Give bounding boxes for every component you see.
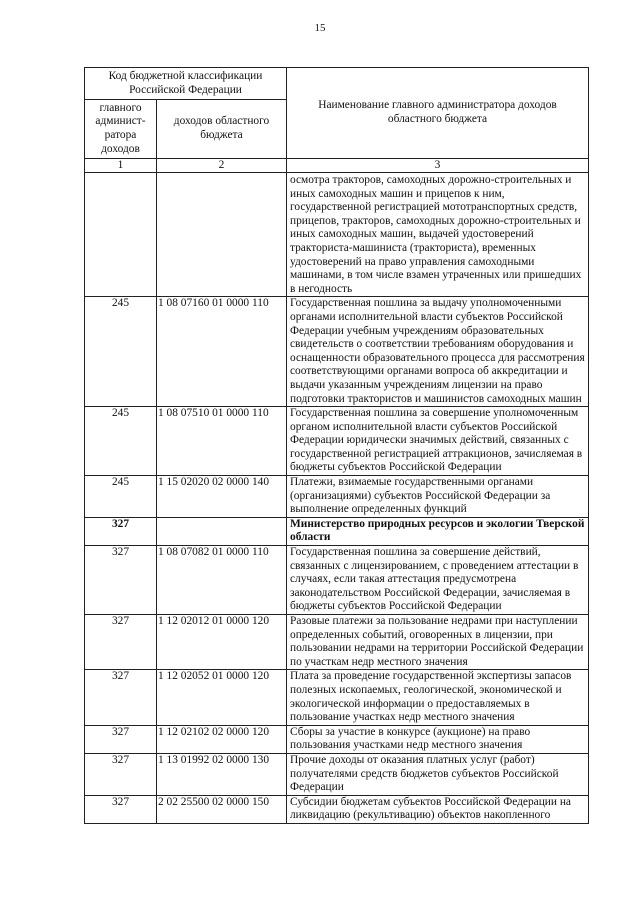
column-index-2: 2 [157,159,287,173]
cell-admin: 327 [85,517,157,545]
cell-code: 1 12 02012 01 0000 120 [157,615,287,670]
cell-name: Субсидии бюджетам субъектов Российской Федерации на ликвидацию (рекультивацию) объектов накопленного [287,795,589,823]
header-admin-column: главного админист- ратора доходов [85,100,157,159]
cell-code: 1 12 02102 02 0000 120 [157,725,287,753]
cell-admin: 327 [85,615,157,670]
cell-name: Прочие доходы от оказания платных услуг (работ) получателями средств бюджетов субъектов Российской Федерации [287,753,589,795]
table-row [85,615,589,670]
table-row [85,517,589,545]
cell-name: Министерство природных ресурсов и экологии Тверской области [287,517,589,545]
table-row [85,753,589,795]
cell-admin: 327 [85,795,157,823]
cell-code: 1 15 02020 02 0000 140 [157,476,287,518]
column-index-3: 3 [287,159,589,173]
cell-code: 2 02 25500 02 0000 150 [157,795,287,823]
column-index-row [85,159,589,173]
cell-code: 1 13 01992 02 0000 130 [157,753,287,795]
cell-admin: 327 [85,670,157,725]
header-name-column: Наименование главного администратора доходов областного бюджета [287,68,589,159]
cell-admin: 327 [85,725,157,753]
cell-name: осмотра тракторов, самоходных дорожно-строительных и иных самоходных машин и прицепов к ним, государственной регистрацией мототранспортных средств, прицепов, тракторов, самоходных дорожно-строительных и иных самоходных машин, выдачей удостоверений тракториста-машиниста (тракториста), временных удостоверений на право управления самоходными машинами, в том числе взамен утраченных или пришедших в негодность [287,173,589,297]
table-row [85,795,589,823]
cell-name: Государственная пошлина за совершение действий, связанных с лицензированием, с проведением аттестации в случаях, если такая аттестация предусмотрена законодательством Российской Федерации, зачисляемая в бюджеты субъектов Российской Федерации [287,546,589,615]
cell-name: Разовые платежи за пользование недрами при наступлении определенных событий, оговоренных в лицензии, при пользовании недрами на территории Российской Федерации по участкам недр местного значения [287,615,589,670]
cell-admin: 327 [85,546,157,615]
cell-admin: 327 [85,753,157,795]
table-row [85,407,589,476]
cell-code: 1 08 07082 01 0000 110 [157,546,287,615]
cell-name: Платежи, взимаемые государственными органами (организациями) субъектов Российской Федерации за выполнение определенных функций [287,476,589,518]
table-row [85,297,589,407]
cell-name: Сборы за участие в конкурсе (аукционе) на право пользования участками недр местного значения [287,725,589,753]
table-row-continuation [85,173,589,297]
cell-code: 1 08 07510 01 0000 110 [157,407,287,476]
cell-admin: 245 [85,476,157,518]
table-row [85,670,589,725]
table-row [85,476,589,518]
cell-admin [85,173,157,297]
cell-name: Государственная пошлина за выдачу уполномоченными органами исполнительной власти субъектов Российской Федерации учебным учреждениям образовательных свидетельств о соответствии требованиям оборудования и оснащенности образовательного процесса для рассмотрения соответствующими органами вопроса об аккредитации и выдачи указанным учреждениям лицензии на право подготовки трактористов и машинистов самоходных машин [287,297,589,407]
header-code-column: доходов областного бюджета [157,100,287,159]
cell-admin: 245 [85,407,157,476]
budget-classification-table [84,67,589,824]
cell-code [157,173,287,297]
table-row [85,546,589,615]
cell-name: Государственная пошлина за совершение уполномоченным органом исполнительной власти субъектов Российской Федерации юридически значимых действий, связанных с государственной регистрацией аттракционов, зачисляемая в бюджеты субъектов Российской Федерации [287,407,589,476]
cell-name: Плата за проведение государственной экспертизы запасов полезных ископаемых, геологической, экономической и экологической информации о предоставляемых в пользование участках недр местного значения [287,670,589,725]
page-number: 15 [314,22,326,34]
table-row [85,725,589,753]
header-group-title: Код бюджетной классификации Российской Федерации [85,68,287,100]
column-index-1: 1 [85,159,157,173]
cell-admin: 245 [85,297,157,407]
cell-code [157,517,287,545]
cell-code: 1 08 07160 01 0000 110 [157,297,287,407]
cell-code: 1 12 02052 01 0000 120 [157,670,287,725]
